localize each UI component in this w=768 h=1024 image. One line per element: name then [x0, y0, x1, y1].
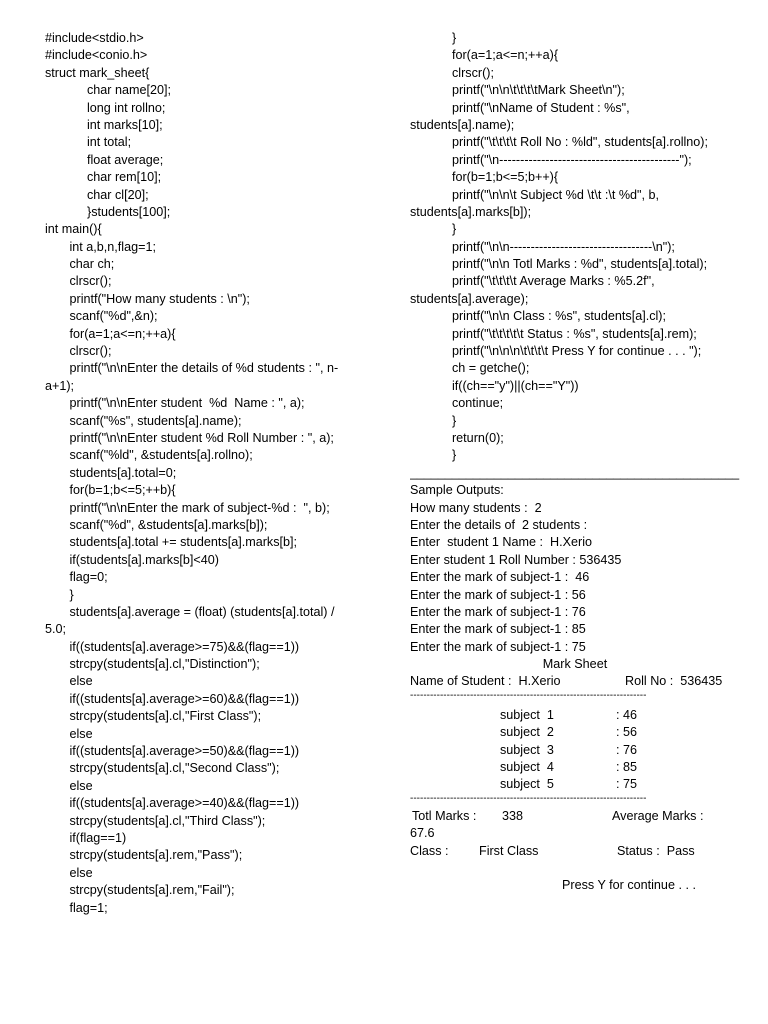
- code-line: flag=0;: [45, 570, 108, 585]
- average-marks-value: 67.6: [410, 826, 435, 841]
- sample-output-line: Enter the mark of subject-1 : 76: [410, 604, 586, 619]
- code-line: printf("\n\n Totl Marks : %d", students[a].total);: [410, 257, 708, 272]
- right-column: [410, 30, 740, 895]
- totl-marks-label: Totl Marks :: [412, 808, 477, 823]
- code-line: printf("\n\nEnter student %d Roll Number : ", a);: [45, 430, 334, 445]
- left-code-column: [45, 30, 365, 917]
- sample-output-line: Enter the mark of subject-1 : 46: [410, 570, 590, 585]
- sample-output-line: Enter the details of 2 students :: [410, 517, 588, 532]
- code-line: #include<conio.h>: [45, 48, 148, 63]
- class-status-row: [410, 843, 740, 860]
- code-line: scanf("%d",&n);: [45, 309, 158, 324]
- subject-label: subject 2: [500, 725, 554, 740]
- sample-output-line: Enter student 1 Roll Number : 536435: [410, 552, 622, 567]
- code-line: char cl[20];: [45, 187, 149, 202]
- code-line: 5.0;: [45, 622, 67, 637]
- code-line: struct mark_sheet{: [45, 65, 150, 80]
- code-line: else: [45, 865, 93, 880]
- code-line: for(a=1;a<=n;++a){: [45, 326, 176, 341]
- press-y-text: Press Y for continue . . .: [562, 878, 696, 893]
- code-line: char name[20];: [45, 83, 171, 98]
- code-line: }: [410, 413, 457, 428]
- code-line: }students[100];: [45, 204, 171, 219]
- code-line: flag=1;: [45, 900, 108, 915]
- code-line: for(b=1;b<=5;b++){: [410, 170, 559, 185]
- code-line: if(students[a].marks[b]<40): [45, 552, 219, 567]
- code-line: if(flag==1): [45, 830, 127, 845]
- code-line: long int rollno;: [45, 100, 166, 115]
- average-marks-label: Average Marks :: [612, 808, 704, 823]
- code-line: scanf("%s", students[a].name);: [45, 413, 242, 428]
- code-line: scanf("%d", &students[a].marks[b]);: [45, 517, 268, 532]
- sample-output-lines: [410, 482, 740, 656]
- code-line: float average;: [45, 152, 164, 167]
- code-line: if((students[a].average>=50)&&(flag==1)): [45, 744, 300, 759]
- dash-line-2: -----------------------------------------------------------------------: [410, 793, 647, 804]
- code-line: strcpy(students[a].cl,"Third Class");: [45, 813, 266, 828]
- code-line: return(0);: [410, 430, 504, 445]
- code-line: continue;: [410, 396, 504, 411]
- student-name-label: Name of Student : H.Xerio: [410, 674, 561, 689]
- code-line: if((ch=="y")||(ch=="Y")): [410, 378, 579, 393]
- code-line: }: [410, 222, 457, 237]
- subject-mark: : 75: [616, 777, 638, 792]
- code-line: strcpy(students[a].cl,"Second Class");: [45, 761, 280, 776]
- code-line: printf("\t\t\t\t\t Status : %s", students[a].rem);: [410, 326, 697, 341]
- code-line: printf("\n\n----------------------------------\n");: [410, 239, 675, 254]
- code-line: strcpy(students[a].rem,"Pass");: [45, 848, 243, 863]
- subject-label: subject 3: [500, 742, 554, 757]
- code-line: else: [45, 726, 93, 741]
- code-line: int marks[10];: [45, 117, 163, 132]
- code-line: char rem[10];: [45, 170, 162, 185]
- code-line: printf("\n\nEnter student %d Name : ", a);: [45, 396, 305, 411]
- sample-output-line: Enter student 1 Name : H.Xerio: [410, 535, 592, 550]
- code-line: clrscr();: [45, 274, 112, 289]
- subjects-table: [410, 707, 740, 794]
- code-line: ch = getche();: [410, 361, 530, 376]
- totl-avg-row: [410, 808, 740, 825]
- code-line: clrscr();: [45, 344, 112, 359]
- subject-mark: : 56: [616, 725, 638, 740]
- code-line: printf("\t\t\t\t Average Marks : %5.2f",: [410, 274, 655, 289]
- subject-label: subject 4: [500, 760, 554, 775]
- subject-row: [410, 742, 740, 759]
- code-line: int a,b,n,flag=1;: [45, 239, 156, 254]
- code-line: printf("\n\n\n\t\t\t\t Press Y for continue . . . ");: [410, 344, 702, 359]
- subject-row: [410, 707, 740, 724]
- code-line: strcpy(students[a].rem,"Fail");: [45, 883, 235, 898]
- code-line: printf("\nName of Student : %s",: [410, 100, 630, 115]
- code-line: students[a].average);: [410, 291, 529, 306]
- subject-mark: : 85: [616, 760, 638, 775]
- code-line: int main(){: [45, 222, 102, 237]
- code-line: strcpy(students[a].cl,"First Class");: [45, 709, 262, 724]
- code-line: scanf("%ld", &students[a].rollno);: [45, 448, 253, 463]
- code-line: students[a].total += students[a].marks[b];: [45, 535, 298, 550]
- mark-sheet-title: Mark Sheet: [542, 657, 608, 672]
- press-y-row: [410, 877, 740, 894]
- code-line: if((students[a].average>=40)&&(flag==1)): [45, 796, 300, 811]
- code-line: clrscr();: [410, 65, 494, 80]
- code-line: for(b=1;b<=5;++b){: [45, 483, 176, 498]
- code-line: students[a].name);: [410, 117, 515, 132]
- class-value: First Class: [479, 843, 539, 858]
- code-line: }: [410, 448, 457, 463]
- divider-line: _______________________________________________: [410, 465, 740, 480]
- subject-row: [410, 776, 740, 793]
- code-line: printf("\n\n Class : %s", students[a].cl);: [410, 309, 667, 324]
- dash-line-1: -----------------------------------------------------------------------: [410, 690, 647, 701]
- roll-no-label: Roll No : 536435: [625, 674, 723, 689]
- code-line: int total;: [45, 135, 132, 150]
- code-line: if((students[a].average>=75)&&(flag==1)): [45, 639, 300, 654]
- code-line: students[a].average = (float) (students[a].total) /: [45, 604, 335, 619]
- sample-output-line: Enter the mark of subject-1 : 75: [410, 639, 586, 654]
- sample-output-line: Enter the mark of subject-1 : 56: [410, 587, 586, 602]
- code-line: }: [410, 31, 457, 45]
- code-line: else: [45, 674, 93, 689]
- code-line: students[a].marks[b]);: [410, 204, 532, 219]
- code-line: #include<stdio.h>: [45, 31, 144, 45]
- code-line: printf("\n\n\t Subject %d \t\t :\t %d", b,: [410, 187, 660, 202]
- code-line: printf("\n\nEnter the mark of subject-%d : ", b);: [45, 500, 330, 515]
- sample-output-line: Sample Outputs:: [410, 483, 504, 498]
- subject-mark: : 76: [616, 742, 638, 757]
- code-line: if((students[a].average>=60)&&(flag==1)): [45, 691, 300, 706]
- code-line: printf("\t\t\t\t Roll No : %ld", students[a].rollno);: [410, 135, 709, 150]
- code-line: a+1);: [45, 378, 75, 393]
- code-line: }: [45, 587, 74, 602]
- status-label: Status : Pass: [617, 843, 695, 858]
- name-roll-row: [410, 673, 740, 690]
- subject-label: subject 5: [500, 777, 554, 792]
- subject-label: subject 1: [500, 707, 554, 722]
- code-line: for(a=1;a<=n;++a){: [410, 48, 559, 63]
- code-line: printf("\n-------------------------------------------");: [410, 152, 692, 167]
- code-line: students[a].total=0;: [45, 465, 177, 480]
- code-line: else: [45, 778, 93, 793]
- sample-output-line: Enter the mark of subject-1 : 85: [410, 622, 586, 637]
- totl-marks-value: 338: [502, 808, 524, 823]
- sample-output-line: How many students : 2: [410, 500, 542, 515]
- subject-row: [410, 759, 740, 776]
- subject-mark: : 46: [616, 707, 638, 722]
- code-line: printf("\n\nEnter the details of %d students : ", n-: [45, 361, 339, 376]
- code-line: printf("\n\n\t\t\t\tMark Sheet\n");: [410, 83, 625, 98]
- subject-row: [410, 724, 740, 741]
- class-label: Class :: [410, 843, 449, 858]
- right-code-block: [410, 30, 740, 465]
- code-line: char ch;: [45, 257, 115, 272]
- code-line: strcpy(students[a].cl,"Distinction");: [45, 657, 260, 672]
- code-line: printf("How many students : \n");: [45, 291, 250, 306]
